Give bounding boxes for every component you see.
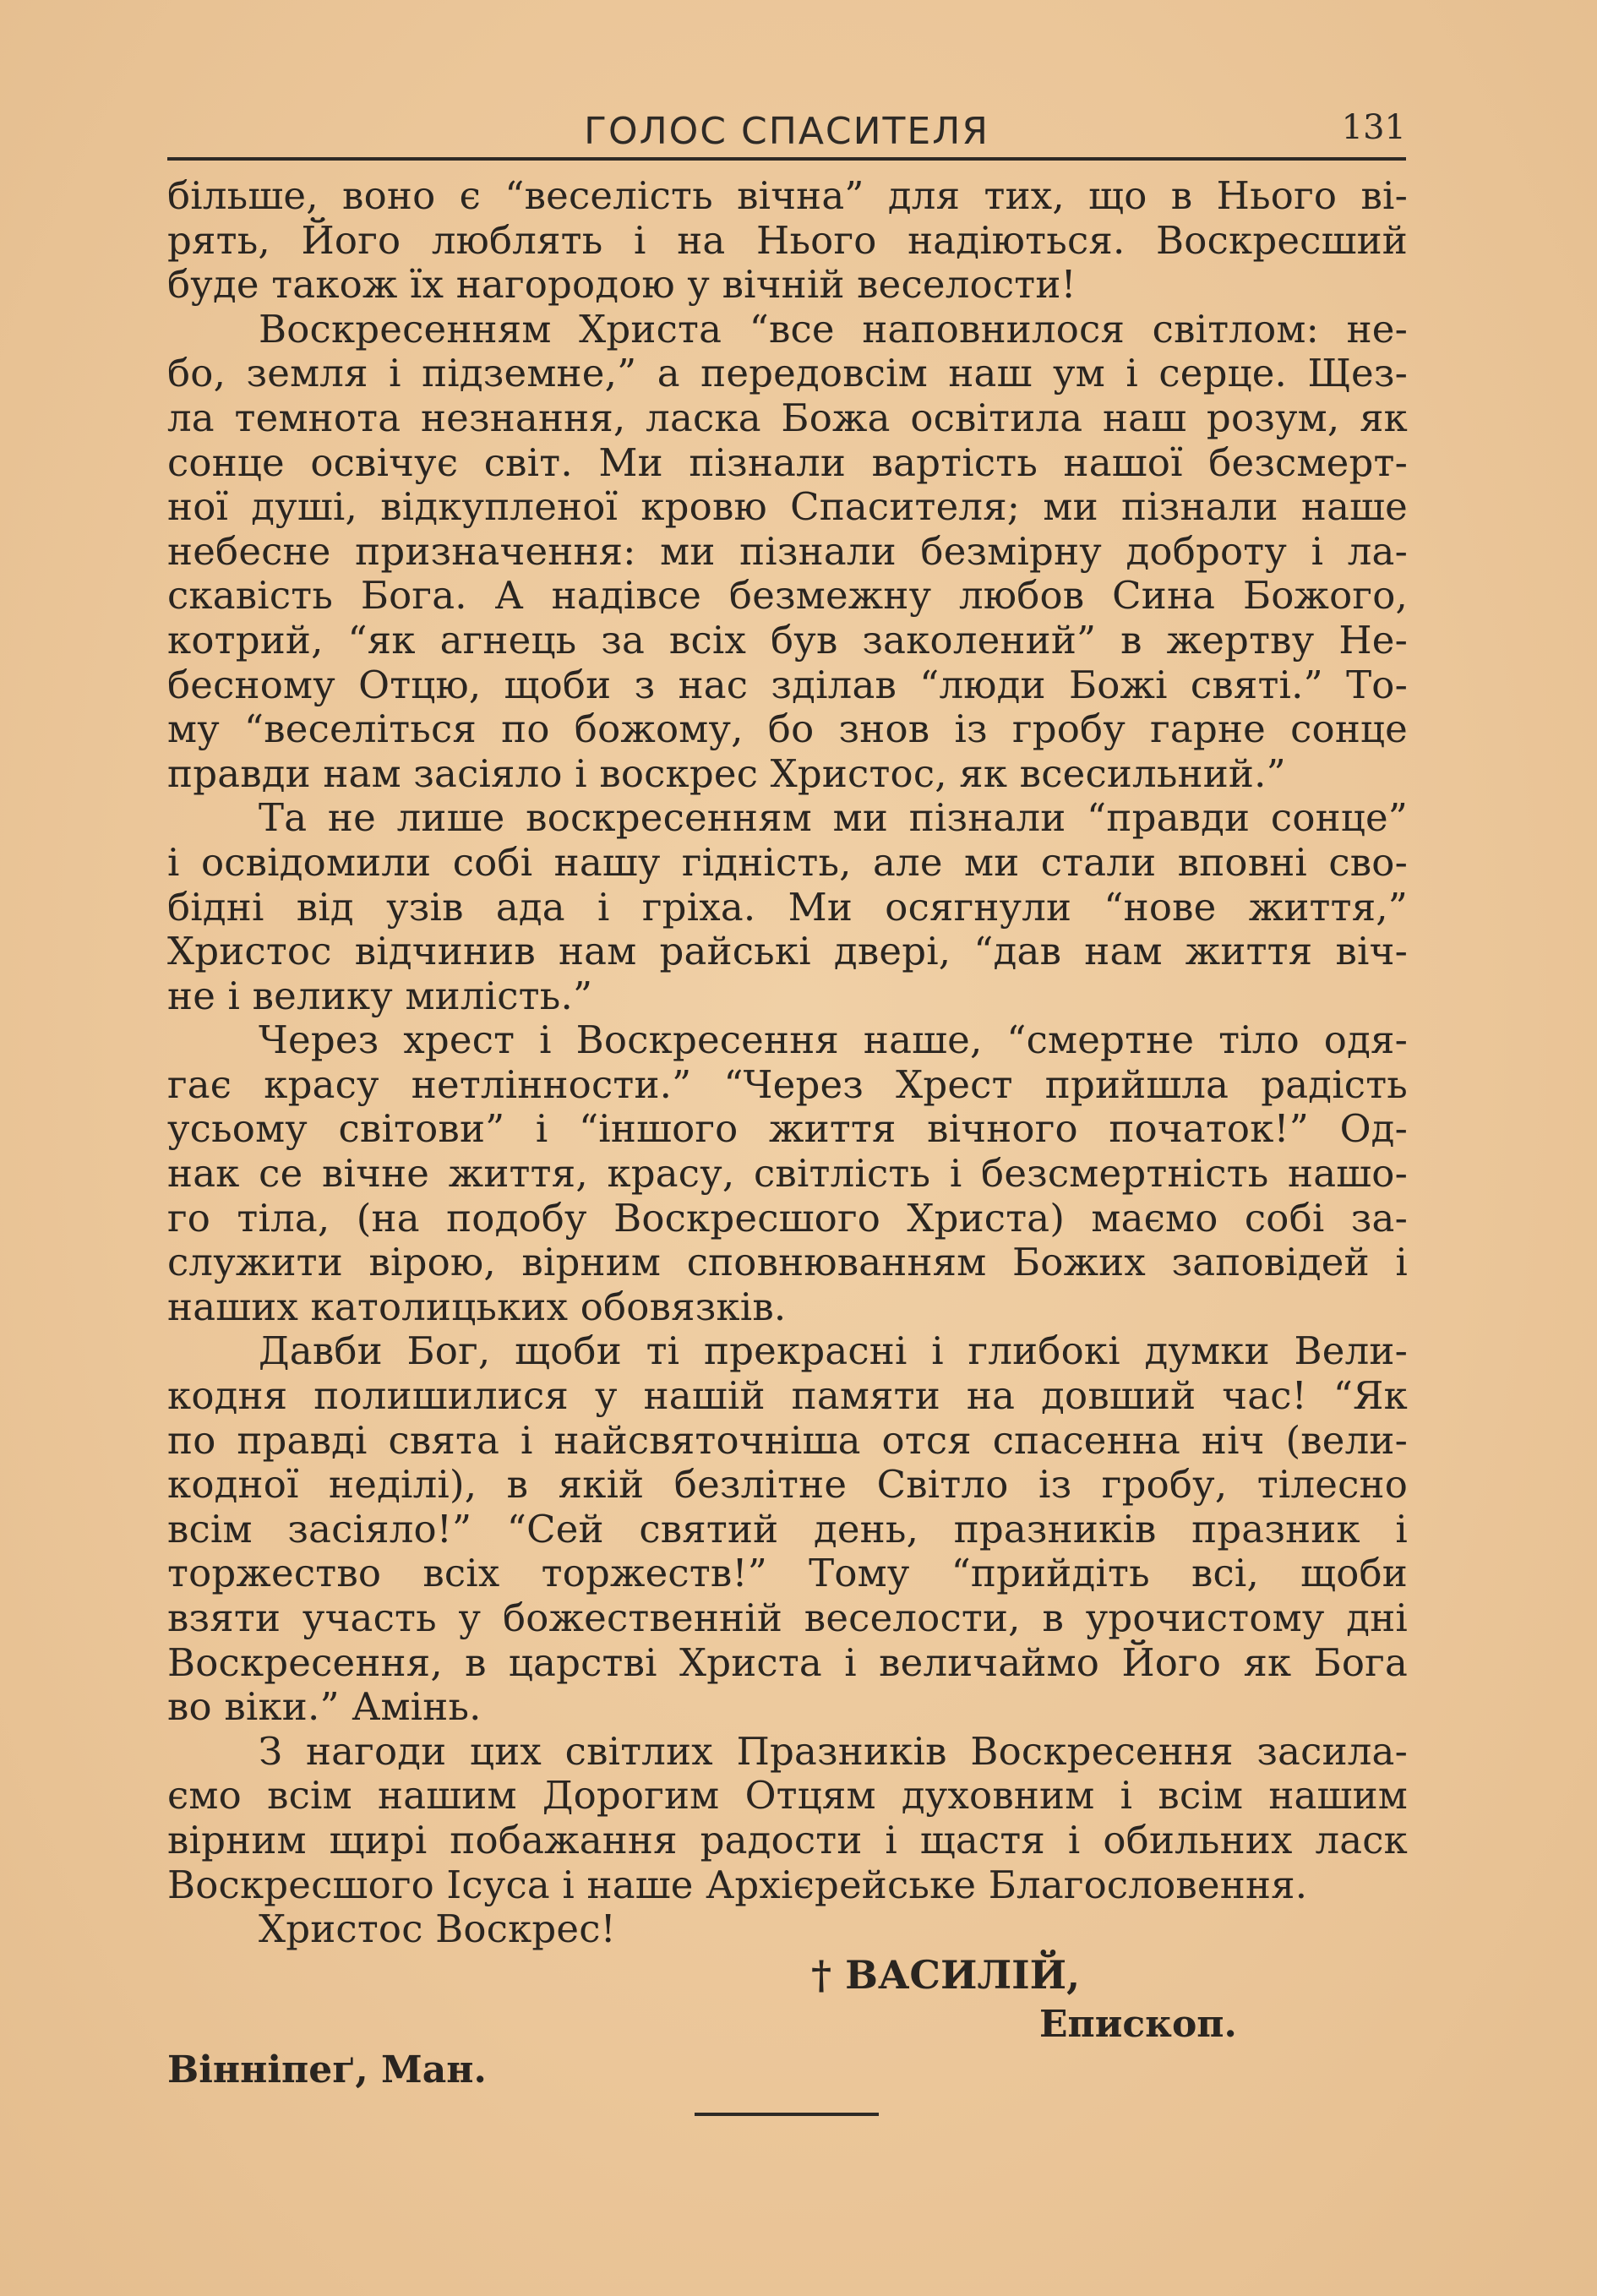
header-rule [167,157,1406,161]
signature-title: Епископ. [1039,2003,1237,2046]
text-line: Христос Воскрес! [259,1906,616,1952]
text-line: буде також їх нагородою у вічній веселости! [167,262,1076,308]
text-line: по правді свята і найсвяточніша отся спасенна ніч (вели- [167,1417,1408,1463]
text-line: Воскресенням Христа “все наповнилося світлом: не- [259,306,1408,352]
signature-name: † ВАСИЛІЙ, [811,1952,1081,1998]
text-line: скавість Бога. А надівсе безмежну любов Сина Божого, [167,573,1408,619]
place-line: Вінніпеґ, Ман. [167,2048,487,2091]
text-line: усьому світови” і “іншого життя вічного початок!” Од- [167,1106,1408,1152]
text-line: рять, Його люблять і на Нього надіються. Воскресший [167,217,1408,263]
text-line: торжество всіх торжеств!” Тому “прийдіть всі, щоби [167,1551,1408,1596]
text-line: сонце освічує світ. Ми пізнали вартість нашої безсмерт- [167,439,1408,485]
text-line: бо, земля і підземне,” а передовсім наш ум і серце. Щез- [167,351,1408,396]
page-number: 131 [1341,108,1406,147]
text-line: не і велику милість.” [167,973,593,1018]
text-line: ла темнота незнання, ласка Божа освітила наш розум, як [167,395,1408,440]
text-line: му “веселіться по божому, бо знов із гробу гарне сонце [167,706,1408,752]
text-line: гає красу нетлінности.” “Через Хрест прийшла радість [167,1061,1408,1107]
text-line: наших католицьких обовязків. [167,1284,787,1329]
body-text [167,174,1408,1952]
text-line: всім засіяло!” “Сей святий день, празників празник і [167,1506,1408,1552]
text-line: Та не лише воскресенням ми пізнали “правди сонце” [259,795,1408,841]
text-line: кодної неділі), в якій безлітне Світло із гробу, тілесно [167,1462,1408,1508]
text-line: Христос відчинив нам райські двері, “дав нам життя віч- [167,929,1408,974]
text-line: небесне призначення: ми пізнали безмірну доброту і ла- [167,528,1408,574]
text-line: го тіла, (на подобу Воскресшого Христа) маємо собі за- [167,1195,1408,1241]
text-line: нак се вічне життя, красу, світлість і безсмертність нашо- [167,1151,1408,1197]
text-line: вірним щирі побажання радости і щастя і обильних ласк [167,1817,1408,1862]
closing-rule [695,2113,879,2116]
text-line: ної душі, відкупленої кровю Спасителя; ми пізнали наше [167,484,1408,530]
text-line: Воскресення, в царстві Христа і величаймо Його як Бога [167,1639,1408,1685]
text-line: Давби Бог, щоби ті прекрасні і глибокі думки Вели- [259,1328,1408,1374]
text-line: кодня полишилися у нашій памяти на довший час! “Як [167,1373,1408,1419]
text-line: З нагоди цих світлих Празників Воскресення засила- [259,1728,1408,1774]
running-header [167,100,1406,161]
text-line: служити вірою, вірним сповнюванням Божих заповідей і [167,1240,1408,1285]
text-line: Воскресшого Ісуса і наше Архієрейське Благословення. [167,1862,1308,1907]
text-line: бідні від узів ада і гріха. Ми осягнули “нове життя,” [167,884,1408,930]
header-title: ГОЛОС СПАСИТЕЛЯ [584,110,989,153]
text-line: ємо всім нашим Дорогим Отцям духовним і всім нашим [167,1773,1408,1819]
text-line: котрий, “як агнець за всіх був заколений” в жертву Не- [167,617,1408,663]
text-line: взяти участь у божественній веселости, в урочистому дні [167,1595,1408,1640]
text-line: правди нам засіяло і воскрес Христос, як всесильний.” [167,750,1286,796]
text-line: бесному Отцю, щоби з нас зділав “люди Божі святі.” То- [167,662,1408,707]
text-line: більше, воно є “веселість вічна” для тих, що в Нього ві- [167,173,1408,218]
text-line: во віки.” Амінь. [167,1684,482,1730]
text-line: Через хрест і Воскресення наше, “смертне тіло одя- [259,1017,1408,1063]
text-line: і освідомили собі нашу гідність, але ми стали вповні сво- [167,839,1408,885]
